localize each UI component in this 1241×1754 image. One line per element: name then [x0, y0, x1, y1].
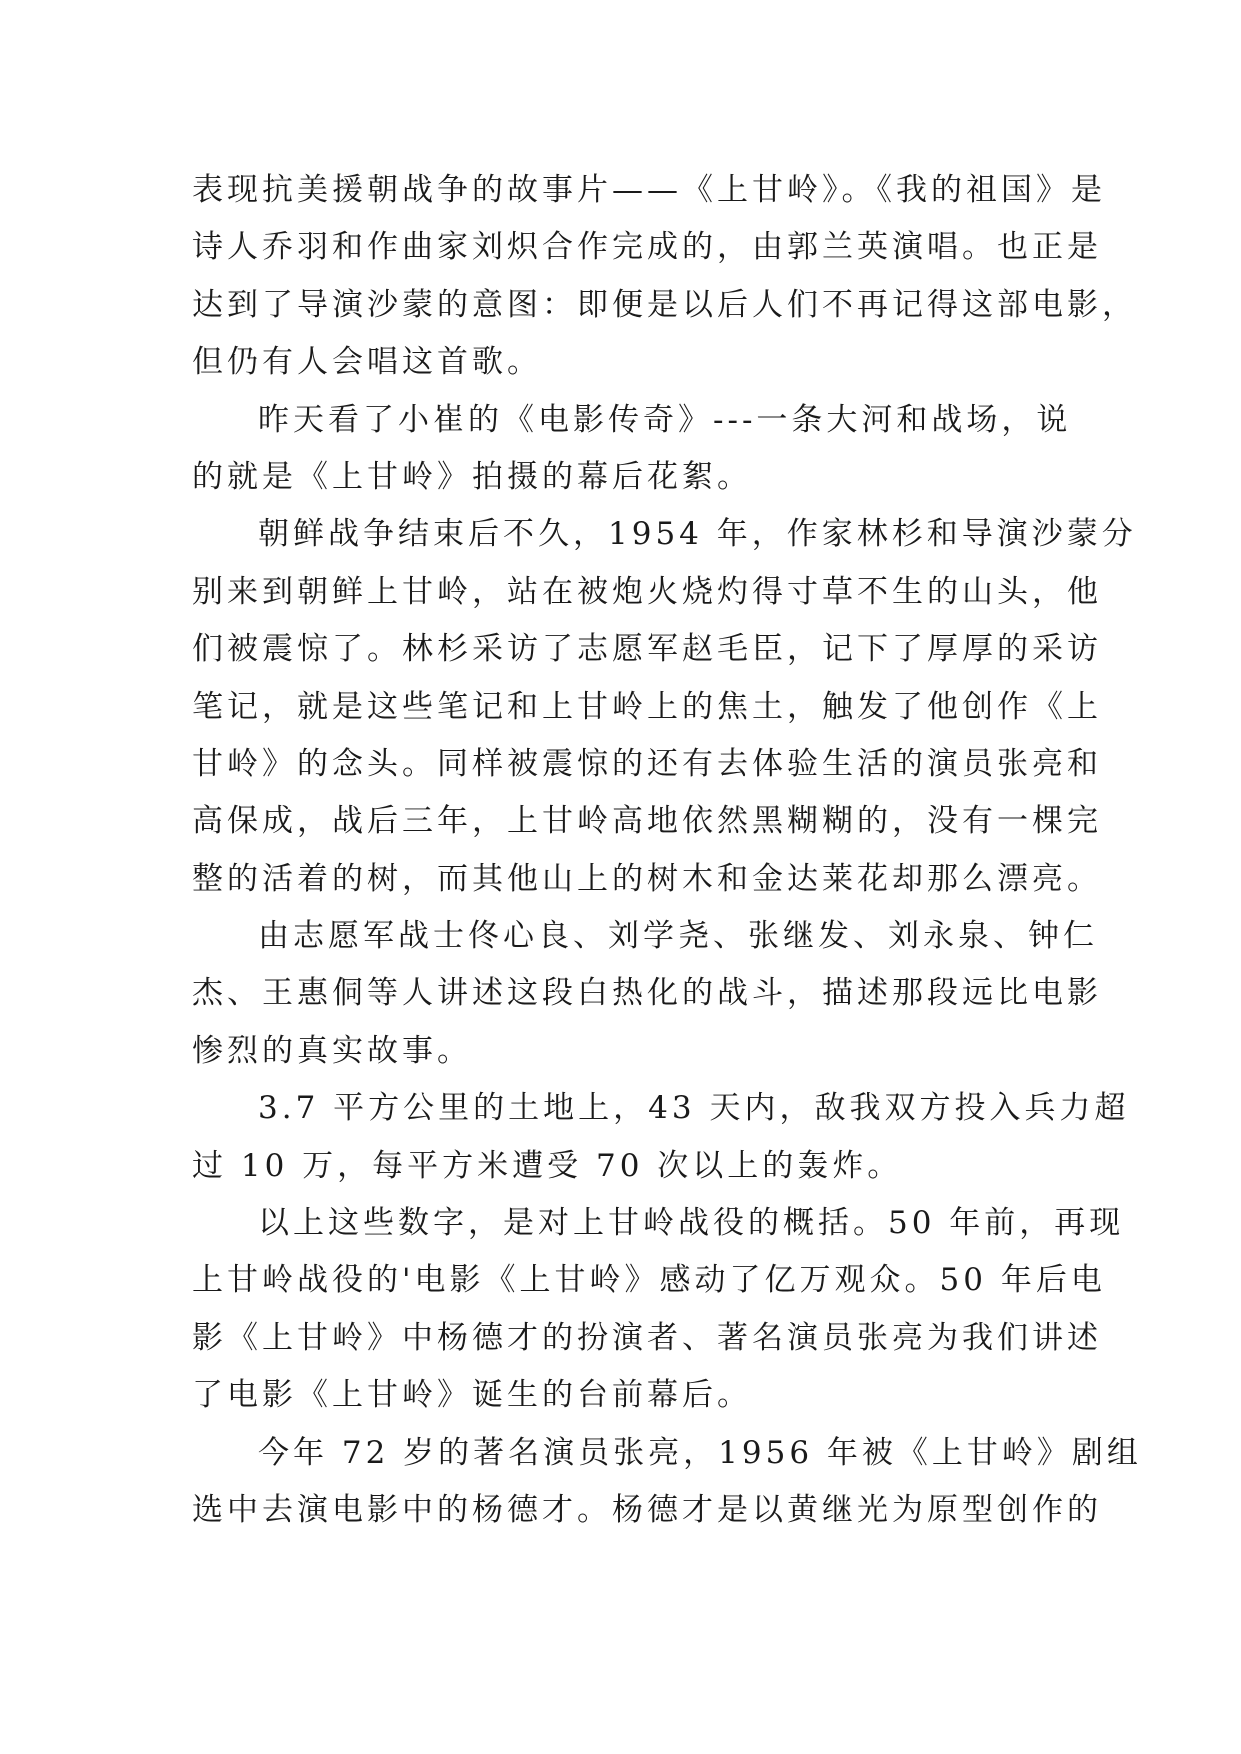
text-line: 上甘岭战役的'电影《上甘岭》感动了亿万观众。50 年后电	[192, 1262, 1106, 1299]
paragraph-first-line: 今年 72 岁的著名演员张亮，1956 年被《上甘岭》剧组	[258, 1434, 1142, 1471]
text-line: 选中去演电影中的杨德才。杨德才是以黄继光为原型创作的	[192, 1491, 1102, 1528]
text-line: 杰、王惠侗等人讲述这段白热化的战斗，描述那段远比电影	[192, 975, 1102, 1012]
text-line: 影《上甘岭》中杨德才的扮演者、著名演员张亮为我们讲述	[192, 1319, 1102, 1356]
text-line: 但仍有人会唱这首歌。	[192, 344, 542, 381]
text-line: 过 10 万，每平方米遭受 70 次以上的轰炸。	[192, 1147, 903, 1184]
text-line: 别来到朝鲜上甘岭，站在被炮火烧灼得寸草不生的山头，他	[192, 573, 1102, 610]
paragraph-first-line: 3.7 平方公里的土地上，43 天内，敌我双方投入兵力超	[258, 1090, 1130, 1127]
text-line: 惨烈的真实故事。	[192, 1032, 472, 1069]
text-line: 整的活着的树，而其他山上的树木和金达莱花却那么漂亮。	[192, 860, 1102, 897]
article-body	[192, 162, 1142, 1539]
paragraph-first-line: 朝鲜战争结束后不久，1954 年，作家林杉和导演沙蒙分	[258, 516, 1137, 553]
paragraph-first-line: 以上这些数字，是对上甘岭战役的概括。50 年前，再现	[258, 1205, 1125, 1242]
text-line: 达到了导演沙蒙的意图：即便是以后人们不再记得这部电影，	[192, 286, 1137, 323]
text-line: 诗人乔羽和作曲家刘炽合作完成的，由郭兰英演唱。也正是	[192, 229, 1102, 266]
text-line: 甘岭》的念头。同样被震惊的还有去体验生活的演员张亮和	[192, 745, 1102, 782]
paragraph-first-line: 昨天看了小崔的《电影传奇》---一条大河和战场，说	[258, 401, 1072, 438]
text-line: 了电影《上甘岭》诞生的台前幕后。	[192, 1377, 752, 1414]
text-line: 表现抗美援朝战争的故事片——《上甘岭》。《我的祖国》是	[192, 172, 1106, 208]
text-line: 们被震惊了。林杉采访了志愿军赵毛臣，记下了厚厚的采访	[192, 631, 1102, 668]
text-line: 笔记，就是这些笔记和上甘岭上的焦土，触发了他创作《上	[192, 688, 1102, 725]
paragraph-first-line: 由志愿军战士佟心良、刘学尧、张继发、刘永泉、钟仁	[258, 918, 1098, 955]
text-line: 的就是《上甘岭》拍摄的幕后花絮。	[192, 458, 752, 495]
text-line: 高保成，战后三年，上甘岭高地依然黑糊糊的，没有一棵完	[192, 803, 1102, 840]
